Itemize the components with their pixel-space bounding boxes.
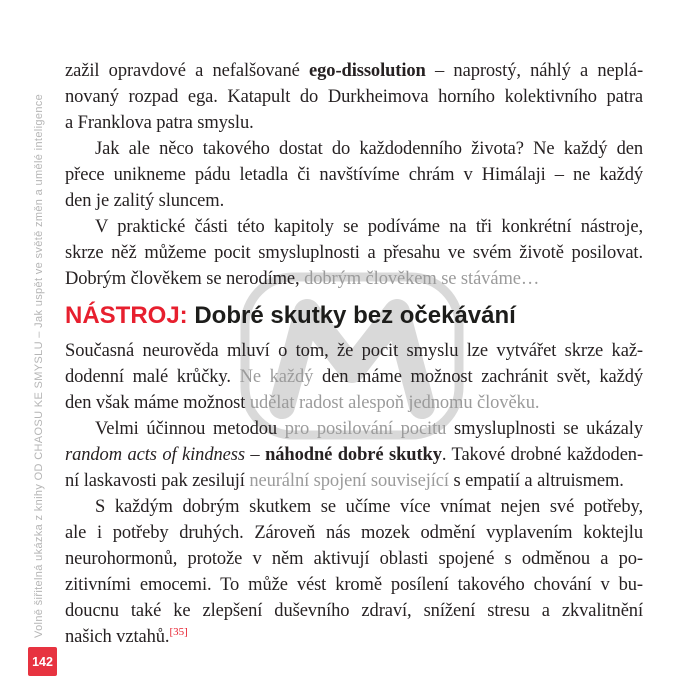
text-run: a Franklova patra smyslu. — [65, 113, 254, 133]
text-run: neurální spojení související — [249, 471, 454, 491]
sidebar-vertical-caption: Volně šiřitelná ukázka z knihy OD CHAOSU KE SMYSLU – Jak uspět ve světě změn a umělé inteligence — [33, 93, 45, 638]
text-run: den máme možnost zachránit svět, každý — [321, 367, 644, 387]
text-run: den je zalitý sluncem. — [65, 191, 225, 211]
page-number-badge: 142 — [28, 647, 57, 676]
text-run: doucnu také ke zlepšení duševního zdraví, snížení stresu a zkvalitnění — [65, 601, 643, 621]
text-run: – — [244, 445, 266, 465]
heading-run: NÁSTROJ: — [65, 302, 195, 329]
text-run: s empatií a altruismem. — [453, 471, 624, 491]
text-run: našich vztahů. — [65, 627, 170, 647]
heading-run: Dobré skutky bez očekávání — [194, 302, 516, 329]
text-run: zitivními emocemi. To může vést kromě posílení takového chování v bu- — [65, 575, 643, 595]
text-line — [65, 338, 643, 364]
text-line — [65, 416, 643, 442]
text-line — [65, 136, 643, 162]
text-line — [65, 188, 643, 214]
text-run: novaný rozpad ega. Katapult do Durkheimova horního kolektivního patra — [65, 87, 643, 107]
text-run: V praktické části této kapitoly se podíváme na tři konkrétní nástroje, — [95, 217, 643, 237]
text-run: zažil opravdové a nefalšované — [65, 61, 310, 81]
footnote-ref: [35] — [169, 625, 188, 638]
text-run: dodenní malé krůčky. — [65, 367, 240, 387]
text-line — [65, 110, 643, 136]
text-run: . Takové drobné každoden- — [441, 445, 644, 465]
text-run: dobrým člověkem se stáváme… — [304, 269, 540, 289]
text-run: ego-dissolution — [309, 61, 426, 81]
text-line — [65, 58, 643, 84]
text-line — [65, 520, 643, 546]
text-line — [65, 214, 643, 240]
text-line — [65, 442, 643, 468]
text-block — [65, 58, 643, 650]
text-line — [65, 84, 643, 110]
text-run: přece unikneme pádu letadla či navštívíme chrám v Himálaji – ne každý — [65, 165, 643, 185]
text-run: ale i potřeby druhých. Zároveň nás mozek odmění vyplavením koktejlu — [65, 523, 643, 543]
text-run: náhodné dobré skutky — [265, 445, 442, 465]
text-run: ní laskavosti pak zesilují — [65, 471, 250, 491]
text-run: smysluplnosti se ukázaly — [454, 419, 643, 439]
text-line — [65, 494, 643, 520]
text-line — [65, 162, 643, 188]
text-line — [65, 546, 643, 572]
text-run: den však máme možnost — [65, 393, 250, 413]
text-run: Ne každý — [239, 367, 322, 387]
text-run: Velmi účinnou metodou — [95, 419, 285, 439]
text-run: Současná neurověda mluví o tom, že pocit smyslu lze vytvářet skrze kaž- — [65, 341, 643, 361]
text-line — [65, 598, 643, 624]
section-heading — [65, 302, 643, 330]
text-run: random acts of kindness — [65, 445, 245, 465]
text-line — [65, 266, 643, 292]
text-line — [65, 468, 643, 494]
text-run: udělat radost alespoň jednomu člověku. — [249, 393, 540, 413]
text-run: Jak ale něco takového dostat do každodenního života? Ne každý den — [95, 139, 643, 159]
text-run: neurohormonů, protože v něm aktivují oblasti spojené s odměnou a po- — [65, 549, 643, 569]
text-line — [65, 390, 643, 416]
text-run: skrze něž můžeme pocit smysluplnosti a přesahu ve svém životě posilovat. — [65, 243, 643, 263]
text-run: Dobrým člověkem se nerodíme, — [65, 269, 305, 289]
text-run: pro posilování pocitu — [284, 419, 455, 439]
text-line — [65, 624, 643, 650]
text-run: – naprostý, náhlý a neplá- — [425, 61, 644, 81]
text-line — [65, 572, 643, 598]
text-line — [65, 364, 643, 390]
text-line — [65, 240, 643, 266]
text-run: S každým dobrým skutkem se učíme více vnímat nejen své potřeby, — [95, 497, 643, 517]
